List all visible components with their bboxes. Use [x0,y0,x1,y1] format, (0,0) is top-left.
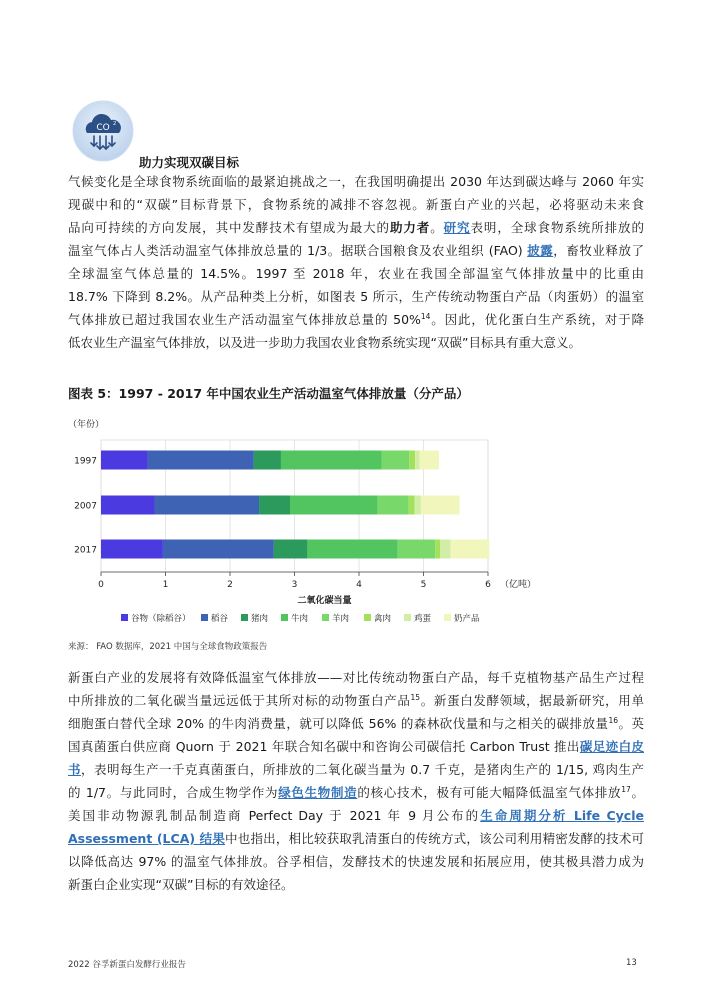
bar-segment [101,540,163,559]
y-tick-label: 2017 [74,545,97,556]
text-run: 的 1/7。与此同时，合成生物学作为 [68,785,279,800]
reference-link[interactable]: 披露 [527,243,554,258]
reference-link[interactable]: 生命周期分析 Life Cycle [480,808,644,823]
bar-segment [290,496,378,515]
para2-line [68,689,644,712]
bar-segment [415,451,420,470]
para1-line [68,331,644,354]
bar-segment [254,451,281,470]
para1-line [68,308,644,331]
x-tick-label: 2 [227,580,233,590]
bar-segment [421,496,460,515]
text-run: 。英 [618,716,644,731]
section-title: 助力实现双碳目标 [139,155,240,170]
x-tick-label: 4 [356,580,362,590]
text-run: ，表明每生产一千克真菌蛋白，所排放的二氧化碳当量为 0.7 千克，是猪肉生产的 1/15, 鸡肉生产 [81,762,644,777]
x-axis-label: 二氧化碳当量 [297,596,352,606]
reference-link[interactable]: 书 [68,762,81,777]
x-tick-label: 5 [420,580,427,590]
legend-swatch [241,614,248,621]
bar-segment [435,540,440,559]
bar-segment [414,496,420,515]
bar-segment [440,540,450,559]
x-tick-label: 6 [485,580,491,590]
legend-swatch [201,614,208,621]
bar-segment [274,540,308,559]
figure-title: 图表 5：1997 - 2017 年中国农业生产活动温室气体排放量（分产品） [68,386,469,401]
footnote-ref: 15 [410,692,421,702]
text-run: 现碳中和的“双碳”目标背景下，食物系统的减排不容忽视。新蛋白产业的兴起，必将驱动未来食 [68,197,644,212]
bar-segment [101,496,155,515]
text-run: 国真菌蛋白供应商 Quorn 于 2021 年联合知名碳中和咨询公司碳信托 Carbon Trust 推出 [68,739,580,754]
intro-paragraph [68,170,644,354]
para2-line [68,735,644,758]
bar-segment [101,451,147,470]
text-run: 。新蛋白发酵领域，据最新研究，用单 [420,693,644,708]
text-run: 温室气体占人类活动温室气体排放总量的 1/3。据联合国粮食及农业组织 (FAO) [68,243,528,258]
legend-label: 奶产品 [454,614,480,624]
reference-link[interactable]: 研究 [443,220,471,235]
legend-label: 稻谷 [211,614,229,624]
y-tick-label: 2007 [74,501,97,512]
bar-segment [147,451,253,470]
para2-line [68,712,644,735]
text-run: 中所排放的二氧化碳当量远远低于其所对标的动物蛋白产品 [68,693,411,708]
footnote-ref: 17 [621,784,631,794]
para1-line [68,193,644,216]
bar-segment [163,540,274,559]
text-run: 以降低高达 97% 的温室气体排放。谷孚相信，发酵技术的快速发展和拓展应用，使其极具潜力成为 [68,854,644,869]
y-axis-label: （年份） [68,420,105,430]
bar-segment [409,496,415,515]
para2-line [68,827,644,850]
para2-line [68,666,644,689]
para1-line [68,216,644,239]
text-run: 细胞蛋白替代全球 20% 的牛肉消费量，就可以降低 56% 的森林砍伐量和与之相关的碳排放量 [68,716,609,731]
text-run: 中也指出，相比较获取乳清蛋白的传统方式，该公司利用精密发酵的技术可 [225,831,644,846]
x-tick-label: 0 [98,580,104,590]
legend-label: 猪肉 [251,614,269,624]
bar-segment [382,451,410,470]
para2-line [68,781,644,804]
bar-segment [259,496,290,515]
co2-subscript: 2 [113,121,117,127]
text-run: 品向可持续的方向发展，其中发酵技术有望成为最大的 [68,220,390,235]
text-run: 表明，全球食物系统所排放的 [470,220,644,235]
reference-link[interactable]: Assessment (LCA) 结果 [68,831,226,846]
x-tick-label: 1 [162,580,169,590]
bar-segment [307,540,397,559]
emphasis-text: 助力者 [389,220,431,235]
legend-swatch [281,614,288,621]
text-run: 全球温室气体总量的 14.5%。1997 至 2018 年，农业在我国全部温室气体排放量中的比重由 [68,266,644,281]
bar-segment [378,496,409,515]
legend-label: 禽肉 [374,614,392,624]
text-run: 气候变化是全球食物系统面临的最紧迫挑战之一，在我国明确提出 2030 年达到碳达峰与 2060 年实 [68,174,644,189]
text-run: 气体排放已超过我国农业生产活动温室气体排放总量的 50% [68,312,421,327]
legend-swatch [444,614,451,621]
legend-swatch [121,614,128,621]
bar-segment [155,496,259,515]
para2-line [68,804,644,827]
co2-cloud-icon [72,100,134,162]
legend-label: 牛肉 [291,614,309,624]
text-run: ，畜牧业释放了 [553,243,644,258]
co2-label: CO [96,123,110,133]
emissions-chart [60,410,550,635]
para1-line [68,170,644,193]
para2-line [68,850,644,873]
footer-report-title: 2022 谷孚新蛋白发酵行业报告 [68,960,186,970]
legend-label: 鸡蛋 [414,614,432,624]
body-paragraph [68,666,644,896]
reference-link[interactable]: 绿色生物制造 [278,785,358,800]
text-run: 低农业生产温室气体排放，以及进一步助力我国农业食物系统实现“双碳”目标具有重大意义。 [68,335,581,350]
figure-source: 来源： FAO 数据库，2021 中国与全球食物政策报告 [68,642,268,652]
para2-line [68,873,644,896]
bar-segment [398,540,435,559]
legend-swatch [364,614,371,621]
text-run: 美国非动物源乳制品制造商 Perfect Day 于 2021 年 9 月公布的 [68,808,481,823]
bar-segment [281,451,382,470]
para1-line [68,239,644,262]
x-tick-label: 3 [291,580,298,590]
bar-segment [409,451,415,470]
legend-label: 羊肉 [332,614,350,624]
para1-line [68,285,644,308]
text-run: 18.7% 下降到 8.2%。从产品种类上分析，如图表 5 所示，生产传统动物蛋白产品（肉蛋奶）的温室 [68,289,644,304]
para1-line [68,262,644,285]
text-run: 新蛋白产业的发展将有效降低温室气体排放——对比传统动物蛋白产品，每千克植物基产品生产过程 [68,670,644,685]
text-run: 。 [430,220,444,235]
footnote-ref: 16 [608,715,619,725]
bar-segment [420,451,439,470]
text-run: 。 [630,785,644,800]
text-run: 新蛋白企业实现“双碳”目标的有效途径。 [68,877,294,892]
reference-link[interactable]: 碳足迹白皮 [579,739,644,754]
text-run: 。因此，优化蛋白生产系统，对于降 [430,312,644,327]
text-run: 的核心技术，极有可能大幅降低温室气体排放 [357,785,622,800]
legend-swatch [322,614,329,621]
legend-label: 谷物（除稻谷） [131,614,191,624]
page-number: 13 [626,958,637,968]
bar-segment [451,540,490,559]
legend-swatch [404,614,411,621]
footnote-ref: 14 [420,311,431,321]
x-axis-unit: （亿吨） [500,580,537,590]
para2-line [68,758,644,781]
y-tick-label: 1997 [74,456,97,467]
